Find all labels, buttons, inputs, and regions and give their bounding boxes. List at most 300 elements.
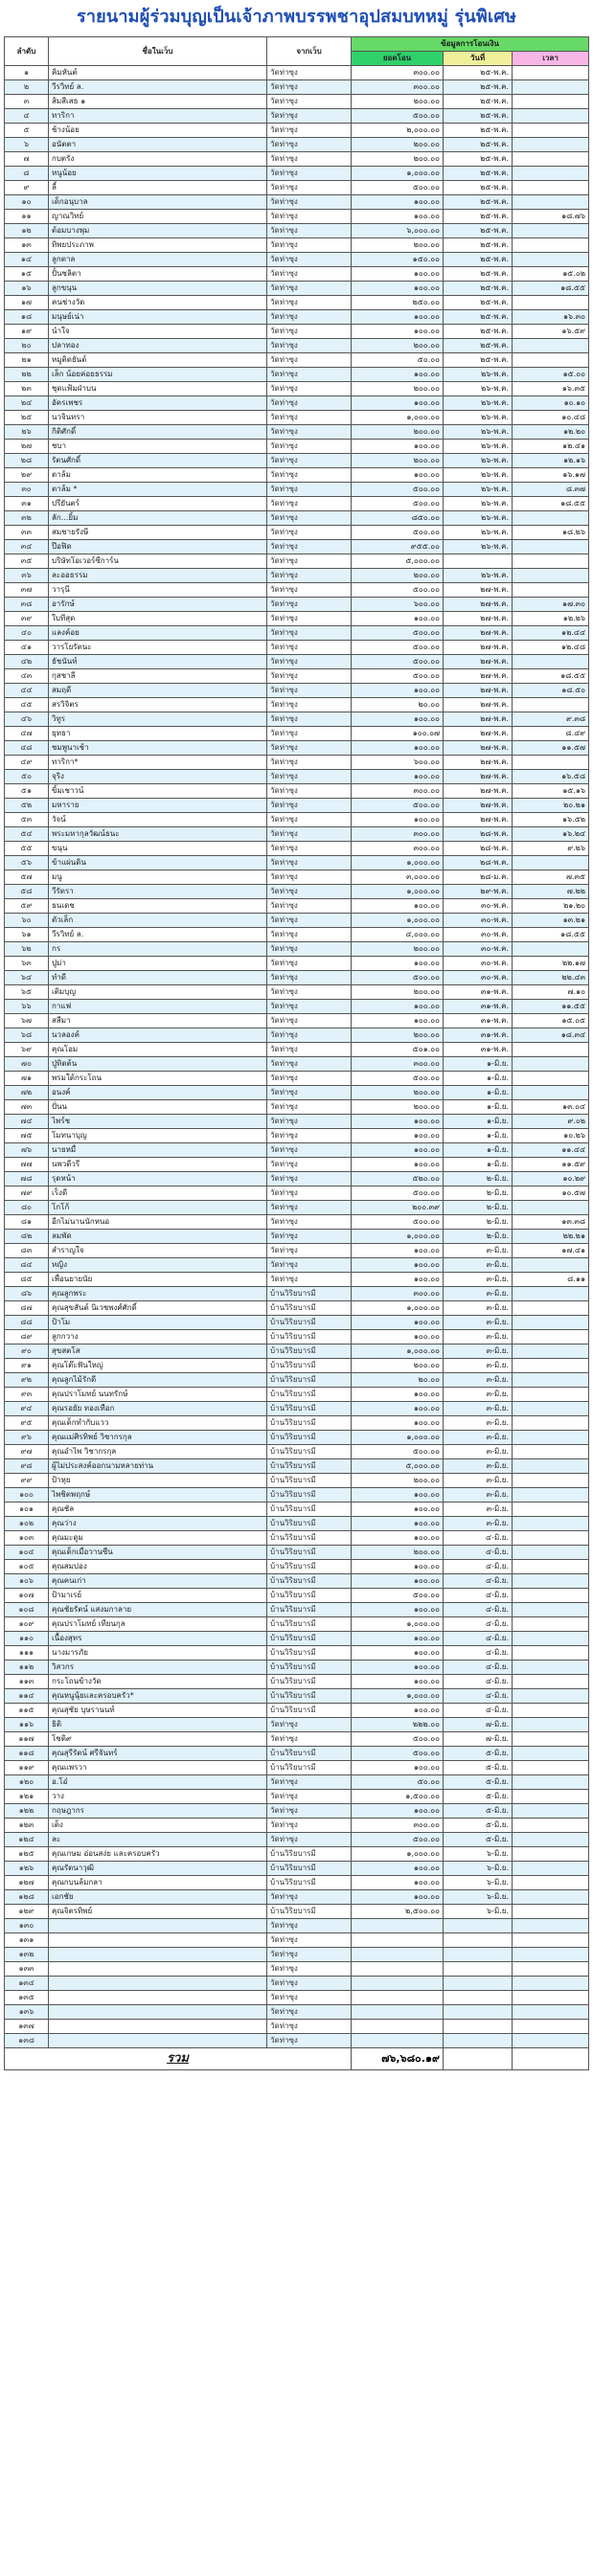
row-time bbox=[513, 124, 589, 138]
row-amount: ๓๐๐.๐๐ bbox=[352, 80, 444, 95]
row-date: ๔-มิ.ย. bbox=[444, 1675, 513, 1689]
row-number: ๑๕ bbox=[5, 267, 49, 282]
row-date: ๒๗-พ.ค. bbox=[444, 598, 513, 612]
row-number: ๙ bbox=[5, 181, 49, 195]
row-source: บ้านวิริยบารมี bbox=[267, 1517, 352, 1531]
row-source: วัดท่าซุง bbox=[267, 1072, 352, 1086]
row-source: วัดท่าซุง bbox=[267, 124, 352, 138]
row-source: บ้านวิริยบารมี bbox=[267, 1617, 352, 1632]
row-date: ๑-มิ.ย. bbox=[444, 1129, 513, 1143]
row-time bbox=[513, 1402, 589, 1416]
row-time: ๒๐.๒๑ bbox=[513, 799, 589, 813]
row-donor-name: ใบทีสุด bbox=[49, 612, 267, 626]
row-donor-name: เติมบุญ bbox=[49, 985, 267, 1000]
row-donor-name: นวลองค์ bbox=[49, 1028, 267, 1043]
row-source: วัดท่าซุง bbox=[267, 1273, 352, 1287]
row-donor-name: คุณหนูนุ้ยและครอบครัว* bbox=[49, 1689, 267, 1704]
table-row bbox=[5, 1330, 589, 1344]
table-row bbox=[5, 1416, 589, 1431]
row-time bbox=[513, 856, 589, 870]
row-date: ๒๕-พ.ค. bbox=[444, 282, 513, 296]
row-amount: ๑๐๐.๐๐ bbox=[352, 1488, 444, 1503]
row-date: ๒๕-พ.ค. bbox=[444, 195, 513, 210]
row-date: ๒๗-พ.ค. bbox=[444, 727, 513, 741]
row-source: วัดท่าซุง bbox=[267, 2005, 352, 2020]
table-row bbox=[5, 554, 589, 569]
row-source: วัดท่าซุง bbox=[267, 1732, 352, 1747]
row-number: ๑๑๒ bbox=[5, 1661, 49, 1675]
row-date: ๒๘-ม.ค. bbox=[444, 870, 513, 885]
row-source: บ้านวิริยบารมี bbox=[267, 1373, 352, 1388]
table-row bbox=[5, 1819, 589, 1833]
row-amount: ๑,๐๐๐.๐๐ bbox=[352, 914, 444, 928]
row-date: ๓-มิ.ย. bbox=[444, 1359, 513, 1373]
row-donor-name: กฤษฎากร bbox=[49, 1804, 267, 1819]
row-time: ๑๘.๓๔ bbox=[513, 1028, 589, 1043]
row-number: ๔๘ bbox=[5, 741, 49, 756]
row-amount: ๑๐๐.๐๐ bbox=[352, 1316, 444, 1330]
table-row bbox=[5, 181, 589, 195]
row-time bbox=[513, 1847, 589, 1862]
row-source: วัดท่าซุง bbox=[267, 425, 352, 440]
row-source: บ้านวิริยบารมี bbox=[267, 1876, 352, 1890]
table-row bbox=[5, 1172, 589, 1186]
row-date: ๒๖-พ.ค. bbox=[444, 468, 513, 483]
row-number: ๑๒๔ bbox=[5, 1833, 49, 1847]
row-source: วัดท่าซุง bbox=[267, 870, 352, 885]
table-row bbox=[5, 425, 589, 440]
row-amount: ๒๐๐.๐๐ bbox=[352, 95, 444, 109]
donor-table bbox=[4, 36, 589, 2070]
row-donor-name bbox=[49, 1977, 267, 1991]
table-row bbox=[5, 1459, 589, 1474]
row-amount: ๑๐๐.๐๐ bbox=[352, 684, 444, 698]
row-number: ๑๖ bbox=[5, 282, 49, 296]
row-time bbox=[513, 698, 589, 712]
row-date: ๓๑-พ.ค. bbox=[444, 1043, 513, 1057]
row-time bbox=[513, 583, 589, 598]
row-source: วัดท่าซุง bbox=[267, 210, 352, 224]
row-donor-name: อ.โอ๋ bbox=[49, 1775, 267, 1790]
row-number: ๑๑๖ bbox=[5, 1718, 49, 1732]
row-source: วัดท่าซุง bbox=[267, 1977, 352, 1991]
row-source: วัดท่าซุง bbox=[267, 1201, 352, 1215]
row-date bbox=[444, 554, 513, 569]
table-row bbox=[5, 124, 589, 138]
row-amount: ๒๐๐.๐๐ bbox=[352, 1546, 444, 1560]
row-time: ๑๐.๔๘ bbox=[513, 411, 589, 425]
row-donor-name: ลูกตาล bbox=[49, 253, 267, 267]
row-donor-name: เอกชัย bbox=[49, 1890, 267, 1905]
row-amount: ๑,๐๐๐.๐๐ bbox=[352, 167, 444, 181]
row-number: ๑๓๖ bbox=[5, 2005, 49, 2020]
table-row bbox=[5, 569, 589, 583]
row-source: วัดท่าซุง bbox=[267, 1790, 352, 1804]
row-source: วัดท่าซุง bbox=[267, 1143, 352, 1158]
row-number: ๔ bbox=[5, 109, 49, 124]
row-number: ๑๓๘ bbox=[5, 2034, 49, 2048]
row-source: วัดท่าซุง bbox=[267, 1186, 352, 1201]
row-amount: ๑,๐๐๐.๐๐ bbox=[352, 1617, 444, 1632]
row-amount: ๑,๐๐๐.๐๐ bbox=[352, 885, 444, 899]
table-row bbox=[5, 1517, 589, 1531]
table-row bbox=[5, 238, 589, 253]
row-number: ๙๓ bbox=[5, 1388, 49, 1402]
table-row bbox=[5, 224, 589, 238]
row-number: ๘๗ bbox=[5, 1301, 49, 1316]
row-amount: ๕๐๐.๐๐ bbox=[352, 526, 444, 540]
table-row bbox=[5, 1747, 589, 1761]
row-number: ๕๘ bbox=[5, 885, 49, 899]
table-row bbox=[5, 253, 589, 267]
row-amount: ๔,๐๐๐.๐๐ bbox=[352, 928, 444, 942]
row-source: วัดท่าซุง bbox=[267, 799, 352, 813]
table-row bbox=[5, 641, 589, 655]
row-time bbox=[513, 1991, 589, 2005]
row-amount: ๑,๐๐๐.๐๐ bbox=[352, 1431, 444, 1445]
row-amount: ๒,๕๐๐.๐๐ bbox=[352, 1905, 444, 1919]
row-amount: ๒๐๐.๐๐ bbox=[352, 942, 444, 957]
row-donor-name: คุณสุขสันต์ นิเวชพงศ์ศักดิ์ bbox=[49, 1301, 267, 1316]
row-source: บ้านวิริยบารมี bbox=[267, 1661, 352, 1675]
row-amount: ๑๐๐.๐๐ bbox=[352, 1876, 444, 1890]
row-number: ๓๒ bbox=[5, 511, 49, 526]
row-date: ๓๐-พ.ค. bbox=[444, 942, 513, 957]
row-source: วัดท่าซุง bbox=[267, 238, 352, 253]
row-donor-name: ขิ้มเชาวน์ bbox=[49, 784, 267, 799]
row-donor-name: กุสชาลี bbox=[49, 669, 267, 684]
table-row bbox=[5, 282, 589, 296]
row-date: ๑-มิ.ย. bbox=[444, 1072, 513, 1086]
row-date: ๖-มิ.ย. bbox=[444, 1876, 513, 1890]
row-source: วัดท่าซุง bbox=[267, 1230, 352, 1244]
row-number: ๔๔ bbox=[5, 684, 49, 698]
row-amount: ๑๐๐.๐๐ bbox=[352, 1517, 444, 1531]
row-date: ๒๗-พ.ค. bbox=[444, 784, 513, 799]
col-header-transfer: ข้อมูลการโอนเงิน bbox=[352, 37, 589, 52]
row-date: ๕-มิ.ย. bbox=[444, 1819, 513, 1833]
row-source: วัดท่าซุง bbox=[267, 684, 352, 698]
row-amount: ๓๐๐.๐๐ bbox=[352, 66, 444, 80]
row-date: ๓-มิ.ย. bbox=[444, 1431, 513, 1445]
row-donor-name: คุณสุรีรัตน์ ศรีจันทร์ bbox=[49, 1747, 267, 1761]
row-donor-name: วีรวิทย์ ล. bbox=[49, 928, 267, 942]
row-time bbox=[513, 1919, 589, 1933]
row-source: วัดท่าซุง bbox=[267, 914, 352, 928]
row-time bbox=[513, 1258, 589, 1273]
row-time bbox=[513, 1632, 589, 1646]
row-time: ๑๖.๕๒ bbox=[513, 813, 589, 827]
row-time: ๑๕.๐๕ bbox=[513, 1014, 589, 1028]
row-date: ๒๗-พ.ค. bbox=[444, 641, 513, 655]
row-amount: ๒๐๐.๓๙ bbox=[352, 1201, 444, 1215]
row-donor-name: ส้มสีเสธ ๑ bbox=[49, 95, 267, 109]
row-amount: ๒๐๐.๐๐ bbox=[352, 1100, 444, 1115]
table-row bbox=[5, 1445, 589, 1459]
table-row bbox=[5, 1301, 589, 1316]
row-amount: ๑๐๐.๐๐ bbox=[352, 1503, 444, 1517]
row-time bbox=[513, 1086, 589, 1100]
row-amount: ๑๐๐.๐๐ bbox=[352, 1402, 444, 1416]
row-source: วัดท่าซุง bbox=[267, 483, 352, 497]
row-time bbox=[513, 1359, 589, 1373]
row-time: ๒๒.๑๗ bbox=[513, 957, 589, 971]
row-source: วัดท่าซุง bbox=[267, 1244, 352, 1258]
row-time: ๑๐.๕๗ bbox=[513, 1186, 589, 1201]
row-donor-name: วีรัตรา bbox=[49, 885, 267, 899]
row-donor-name: คุณแม่ศิรทิพย์ วิชากรกุล bbox=[49, 1431, 267, 1445]
row-time bbox=[513, 1488, 589, 1503]
row-date: ๒๕-พ.ค. bbox=[444, 267, 513, 282]
row-date: ๓-มิ.ย. bbox=[444, 1388, 513, 1402]
row-time bbox=[513, 1316, 589, 1330]
table-row bbox=[5, 1086, 589, 1100]
row-date: ๓-มิ.ย. bbox=[444, 1402, 513, 1416]
row-amount: ๘๕๐.๐๐ bbox=[352, 511, 444, 526]
row-time bbox=[513, 1617, 589, 1632]
table-row bbox=[5, 440, 589, 454]
row-date: ๖-มิ.ย. bbox=[444, 1890, 513, 1905]
table-row bbox=[5, 727, 589, 741]
row-number: ๗๘ bbox=[5, 1172, 49, 1186]
row-donor-name: ญาณวิทย์ bbox=[49, 210, 267, 224]
row-amount: ๕๐๐.๐๐ bbox=[352, 655, 444, 669]
row-source: บ้านวิริยบารมี bbox=[267, 1560, 352, 1574]
row-time bbox=[513, 195, 589, 210]
row-date: ๒๗-พ.ค. bbox=[444, 669, 513, 684]
row-number: ๑๒๓ bbox=[5, 1819, 49, 1833]
table-row bbox=[5, 1230, 589, 1244]
row-number: ๑๑๙ bbox=[5, 1761, 49, 1775]
row-donor-name: ปั้นชลิตา bbox=[49, 267, 267, 282]
row-source: วัดท่าซุง bbox=[267, 741, 352, 756]
row-source: บ้านวิริยบารมี bbox=[267, 1646, 352, 1661]
row-date bbox=[444, 2020, 513, 2034]
row-amount: ๒๐๐.๐๐ bbox=[352, 238, 444, 253]
row-time bbox=[513, 1431, 589, 1445]
row-time bbox=[513, 296, 589, 310]
row-source: วัดท่าซุง bbox=[267, 928, 352, 942]
row-date: ๖-มิ.ย. bbox=[444, 1847, 513, 1862]
table-row bbox=[5, 1100, 589, 1115]
row-amount: ๑๐๐.๐๐ bbox=[352, 1574, 444, 1589]
row-source: วัดท่าซุง bbox=[267, 152, 352, 167]
row-time: ๑๘.๒๖ bbox=[513, 526, 589, 540]
row-time: ๙.๐๒ bbox=[513, 1115, 589, 1129]
row-number: ๓๓ bbox=[5, 526, 49, 540]
row-amount: ๑๐๐.๐๐ bbox=[352, 1129, 444, 1143]
row-donor-name: คุณโอม bbox=[49, 1043, 267, 1057]
row-date: ๒๖-พ.ค. bbox=[444, 396, 513, 411]
table-row bbox=[5, 540, 589, 554]
row-date: ๒๖-พ.ค. bbox=[444, 382, 513, 396]
row-source: บ้านวิริยบารมี bbox=[267, 1704, 352, 1718]
table-row bbox=[5, 1546, 589, 1560]
table-row bbox=[5, 1287, 589, 1301]
row-donor-name: รุดหน้า bbox=[49, 1172, 267, 1186]
row-date: ๒๗-พ.ค. bbox=[444, 756, 513, 770]
row-donor-name: คุณลูกพระ bbox=[49, 1287, 267, 1301]
row-donor-name: เต็ง bbox=[49, 1819, 267, 1833]
row-date: ๔-มิ.ย. bbox=[444, 1531, 513, 1546]
row-time bbox=[513, 1474, 589, 1488]
row-time bbox=[513, 1790, 589, 1804]
row-number: ๒ bbox=[5, 80, 49, 95]
row-donor-name: คุณสมปอง bbox=[49, 1560, 267, 1574]
col-header-date: วันที่ bbox=[444, 52, 513, 66]
row-time bbox=[513, 1933, 589, 1948]
row-number: ๑๒ bbox=[5, 224, 49, 238]
row-amount: ๕๐๐.๐๐ bbox=[352, 971, 444, 985]
row-donor-name: คุณปราโมทย์ นนทรักษ์ bbox=[49, 1388, 267, 1402]
row-number: ๑ bbox=[5, 66, 49, 80]
row-time: ๗.๓๕ bbox=[513, 870, 589, 885]
row-number: ๑๓ bbox=[5, 238, 49, 253]
row-donor-name: มนุษย์เน่า bbox=[49, 310, 267, 325]
row-donor-name: วารโยรัตนะ bbox=[49, 641, 267, 655]
table-row bbox=[5, 1186, 589, 1201]
table-row bbox=[5, 1589, 589, 1603]
table-row bbox=[5, 1273, 589, 1287]
row-source: วัดท่าซุง bbox=[267, 382, 352, 396]
row-number: ๑๐๑ bbox=[5, 1503, 49, 1517]
row-number: ๑๓๐ bbox=[5, 1919, 49, 1933]
row-date: ๒๕-พ.ค. bbox=[444, 310, 513, 325]
row-number: ๙๔ bbox=[5, 1402, 49, 1416]
col-header-time: เวลา bbox=[513, 52, 589, 66]
row-number: ๖๑ bbox=[5, 928, 49, 942]
row-amount: ๑๐๐.๐๐ bbox=[352, 1804, 444, 1819]
table-row bbox=[5, 985, 589, 1000]
row-donor-name: ชุดแฟ้มฝ่าบน bbox=[49, 382, 267, 396]
row-donor-name bbox=[49, 1962, 267, 1977]
row-time bbox=[513, 1072, 589, 1086]
row-number: ๙๙ bbox=[5, 1474, 49, 1488]
row-time bbox=[513, 1747, 589, 1761]
row-amount bbox=[352, 2020, 444, 2034]
table-row bbox=[5, 1028, 589, 1043]
row-amount: ๑๐๐.๐๐ bbox=[352, 1761, 444, 1775]
row-donor-name: มหาราย bbox=[49, 799, 267, 813]
row-source: วัดท่าซุง bbox=[267, 253, 352, 267]
row-time bbox=[513, 1546, 589, 1560]
table-row bbox=[5, 454, 589, 468]
row-date: ๒๖-พ.ค. bbox=[444, 454, 513, 468]
row-amount: ๑๐๐.๐๐ bbox=[352, 1014, 444, 1028]
row-number: ๑๑๑ bbox=[5, 1646, 49, 1661]
row-time: ๑๒.๔๘ bbox=[513, 641, 589, 655]
row-amount: ๑๐๐.๐๐ bbox=[352, 1661, 444, 1675]
row-number: ๑๐๘ bbox=[5, 1603, 49, 1617]
row-source: วัดท่าซุง bbox=[267, 1014, 352, 1028]
table-row bbox=[5, 1646, 589, 1661]
row-amount: ๑๐๐.๐๐ bbox=[352, 712, 444, 727]
table-row bbox=[5, 167, 589, 181]
row-number: ๓๔ bbox=[5, 540, 49, 554]
row-amount: ๑๐๐.๐๐ bbox=[352, 1890, 444, 1905]
table-row bbox=[5, 870, 589, 885]
row-amount: ๕๐๐.๐๐ bbox=[352, 669, 444, 684]
row-source: วัดท่าซุง bbox=[267, 440, 352, 454]
table-row bbox=[5, 669, 589, 684]
row-amount: ๑๐๐.๐๐ bbox=[352, 1244, 444, 1258]
row-source: วัดท่าซุง bbox=[267, 770, 352, 784]
table-row bbox=[5, 1905, 589, 1919]
row-date: ๕-มิ.ย. bbox=[444, 1775, 513, 1790]
row-donor-name: ช้างน้อย bbox=[49, 124, 267, 138]
row-amount: ๒๒๒.๐๐ bbox=[352, 1718, 444, 1732]
table-row bbox=[5, 1718, 589, 1732]
table-row bbox=[5, 1704, 589, 1718]
row-source: วัดท่าซุง bbox=[267, 310, 352, 325]
row-time: ๑๐.๑๐ bbox=[513, 396, 589, 411]
row-date: ๒๗-พ.ค. bbox=[444, 813, 513, 827]
row-amount: ๒๐๐.๐๐ bbox=[352, 569, 444, 583]
row-time bbox=[513, 1531, 589, 1546]
total-label: รวม bbox=[5, 2048, 352, 2070]
row-number: ๑๒๘ bbox=[5, 1890, 49, 1905]
row-number: ๗ bbox=[5, 152, 49, 167]
row-date: ๓๐-พ.ค. bbox=[444, 957, 513, 971]
row-source: บ้านวิริยบารมี bbox=[267, 1330, 352, 1344]
row-amount: ๒๐๐.๐๐ bbox=[352, 382, 444, 396]
row-amount: ๑๐๐.๐๐ bbox=[352, 1158, 444, 1172]
row-source: วัดท่าซุง bbox=[267, 957, 352, 971]
row-source: วัดท่าซุง bbox=[267, 1718, 352, 1732]
row-date: ๑-มิ.ย. bbox=[444, 1100, 513, 1115]
row-amount: ๖,๐๐๐.๐๐ bbox=[352, 224, 444, 238]
row-number: ๖๙ bbox=[5, 1043, 49, 1057]
row-date: ๒๕-พ.ค. bbox=[444, 224, 513, 238]
row-amount: ๑๐๐.๐๐ bbox=[352, 195, 444, 210]
row-amount: ๑๐๐.๐๐ bbox=[352, 813, 444, 827]
row-amount bbox=[352, 1977, 444, 1991]
row-amount: ๑๐๐.๐๐ bbox=[352, 1862, 444, 1876]
row-date: ๒๗-พ.ค. bbox=[444, 626, 513, 641]
row-date: ๒๕-พ.ค. bbox=[444, 66, 513, 80]
row-donor-name: สมชายรังษี bbox=[49, 526, 267, 540]
row-source: บ้านวิริยบารมี bbox=[267, 1632, 352, 1646]
row-number: ๑๒๙ bbox=[5, 1905, 49, 1919]
row-source: บ้านวิริยบารมี bbox=[267, 1287, 352, 1301]
row-source: วัดท่าซุง bbox=[267, 1172, 352, 1186]
row-source: วัดท่าซุง bbox=[267, 396, 352, 411]
row-time: ๑๓.๒๑ bbox=[513, 914, 589, 928]
row-date: ๒๗-พ.ค. bbox=[444, 799, 513, 813]
row-source: บ้านวิริยบารมี bbox=[267, 1862, 352, 1876]
row-date: ๒-มิ.ย. bbox=[444, 1172, 513, 1186]
row-time bbox=[513, 1373, 589, 1388]
row-source: วัดท่าซุง bbox=[267, 267, 352, 282]
row-source: วัดท่าซุง bbox=[267, 856, 352, 870]
row-date: ๓๑-พ.ค. bbox=[444, 1014, 513, 1028]
row-time: ๑๗.๓๐ bbox=[513, 598, 589, 612]
row-donor-name: คุณอำไพ วิชากรกุล bbox=[49, 1445, 267, 1459]
row-source: บ้านวิริยบารมี bbox=[267, 1675, 352, 1689]
row-number: ๓๙ bbox=[5, 612, 49, 626]
table-row bbox=[5, 396, 589, 411]
row-number: ๘๘ bbox=[5, 1316, 49, 1330]
row-source: วัดท่าซุง bbox=[267, 325, 352, 339]
row-amount: ๑,๐๐๐.๐๐ bbox=[352, 1689, 444, 1704]
row-amount: ๑๐๐.๐๐ bbox=[352, 1632, 444, 1646]
row-date: ๓๐-พ.ค. bbox=[444, 971, 513, 985]
row-date: ๒๕-พ.ค. bbox=[444, 138, 513, 152]
row-donor-name: หมูติดยันต์ bbox=[49, 353, 267, 368]
row-number: ๕๑ bbox=[5, 784, 49, 799]
row-amount: ๑๐๐.๐๐ bbox=[352, 468, 444, 483]
row-source: วัดท่าซุง bbox=[267, 712, 352, 727]
